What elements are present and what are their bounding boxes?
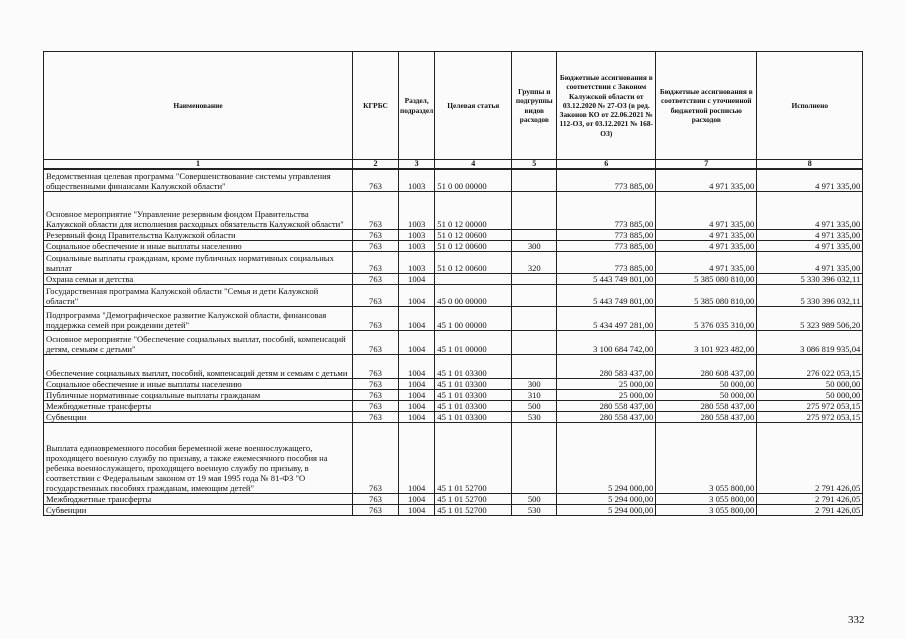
- row-assign-law: 5 294 000,00: [557, 504, 656, 515]
- header-name: Наименование: [44, 52, 353, 160]
- row-section: 1004: [399, 411, 435, 422]
- row-target: 45 0 00 00000: [435, 284, 512, 306]
- row-target: 45 1 01 03300: [435, 400, 512, 411]
- row-executed: 2 791 426,05: [757, 504, 863, 515]
- row-target: 45 1 01 52700: [435, 504, 512, 515]
- row-section: 1003: [399, 191, 435, 229]
- row-kgrbs: 763: [353, 191, 399, 229]
- row-section: 1004: [399, 493, 435, 504]
- row-assign-list: 4 971 335,00: [656, 229, 757, 240]
- row-assign-law: 5 443 749 801,00: [557, 284, 656, 306]
- table-row: [44, 422, 863, 493]
- page-number: 332: [848, 614, 865, 626]
- row-section: 1004: [399, 389, 435, 400]
- row-target: 45 1 00 00000: [435, 306, 512, 330]
- row-assign-list: 4 971 335,00: [656, 169, 757, 191]
- row-executed: 275 972 053,15: [757, 411, 863, 422]
- row-target: 51 0 12 00000: [435, 191, 512, 229]
- table-row: [44, 229, 863, 240]
- row-kgrbs: 763: [353, 284, 399, 306]
- row-executed: 5 330 396 032,11: [757, 273, 863, 284]
- header-section: Раздел, подраздел: [399, 52, 435, 160]
- row-group: [512, 169, 557, 191]
- row-assign-law: 5 434 497 281,00: [557, 306, 656, 330]
- row-kgrbs: 763: [353, 354, 399, 378]
- row-name: Субвенции: [44, 504, 353, 515]
- row-assign-list: 5 385 080 810,00: [656, 284, 757, 306]
- row-kgrbs: 763: [353, 400, 399, 411]
- row-kgrbs: 763: [353, 493, 399, 504]
- row-assign-law: 280 558 437,00: [557, 400, 656, 411]
- row-section: 1004: [399, 273, 435, 284]
- row-target: 51 0 12 00600: [435, 251, 512, 273]
- row-target: 51 0 12 00600: [435, 229, 512, 240]
- row-group: 300: [512, 240, 557, 251]
- row-executed: 4 971 335,00: [757, 240, 863, 251]
- row-target: 45 1 01 03300: [435, 354, 512, 378]
- row-assign-list: 5 376 035 310,00: [656, 306, 757, 330]
- row-name: Резервный фонд Правительства Калужской области: [44, 229, 353, 240]
- row-assign-law: 3 100 684 742,00: [557, 330, 656, 354]
- row-name: Ведомственная целевая программа "Совершенствование системы управления общественными финансами Калужской области": [44, 169, 353, 191]
- row-section: 1004: [399, 354, 435, 378]
- row-assign-list: 3 055 800,00: [656, 422, 757, 493]
- row-executed: 5 323 989 506,20: [757, 306, 863, 330]
- row-target: 45 1 01 52700: [435, 493, 512, 504]
- row-executed: 4 971 335,00: [757, 169, 863, 191]
- table-row: [44, 273, 863, 284]
- row-name: Социальное обеспечение и иные выплаты населению: [44, 240, 353, 251]
- row-group: [512, 354, 557, 378]
- row-section: 1003: [399, 240, 435, 251]
- column-number: 8: [757, 160, 863, 170]
- row-section: 1004: [399, 330, 435, 354]
- table-row: [44, 306, 863, 330]
- table-row: [44, 378, 863, 389]
- row-assign-list: 50 000,00: [656, 389, 757, 400]
- table-row: [44, 169, 863, 191]
- row-target: 45 1 01 03300: [435, 411, 512, 422]
- table-row: [44, 411, 863, 422]
- row-executed: 4 971 335,00: [757, 251, 863, 273]
- row-target: 51 0 00 00000: [435, 169, 512, 191]
- row-executed: 5 330 396 032,11: [757, 284, 863, 306]
- row-name: Социальное обеспечение и иные выплаты населению: [44, 378, 353, 389]
- row-group: 500: [512, 493, 557, 504]
- row-group: [512, 191, 557, 229]
- row-name: Выплата единовременного пособия беременной жене военнослужащего, проходящего военную службу по призыву, а также ежемесячного пособия на ребенка военнослужащего, проходящего военную службу по призыву, в соответствии с Федеральным законом от 19 мая 1995 года № 81-ФЗ "О государственных пособиях гражданам, имеющим детей": [44, 422, 353, 493]
- row-group: 300: [512, 378, 557, 389]
- row-target: 45 1 01 03300: [435, 378, 512, 389]
- column-number-row: [44, 160, 863, 170]
- row-assign-law: 25 000,00: [557, 378, 656, 389]
- row-kgrbs: 763: [353, 306, 399, 330]
- row-executed: 4 971 335,00: [757, 229, 863, 240]
- header-kgrbs: КГРБС: [353, 52, 399, 160]
- row-assign-list: 50 000,00: [656, 378, 757, 389]
- row-kgrbs: 763: [353, 251, 399, 273]
- row-section: 1003: [399, 169, 435, 191]
- row-assign-list: 4 971 335,00: [656, 240, 757, 251]
- table-row: [44, 504, 863, 515]
- table-row: [44, 240, 863, 251]
- budget-table: [43, 51, 863, 516]
- row-section: 1004: [399, 504, 435, 515]
- row-executed: 4 971 335,00: [757, 191, 863, 229]
- row-assign-law: 5 443 749 801,00: [557, 273, 656, 284]
- row-assign-list: 280 558 437,00: [656, 400, 757, 411]
- row-assign-law: 5 294 000,00: [557, 422, 656, 493]
- table-row: [44, 389, 863, 400]
- column-number: 7: [656, 160, 757, 170]
- row-kgrbs: 763: [353, 229, 399, 240]
- row-assign-law: 773 885,00: [557, 229, 656, 240]
- table-row: [44, 191, 863, 229]
- row-name: Основное мероприятие "Управление резервным фондом Правительства Калужской области для исполнения расходных обязательств Калужской области": [44, 191, 353, 229]
- row-name: Подпрограмма "Демографическое развитие Калужской области, финансовая поддержка семей при рождении детей": [44, 306, 353, 330]
- column-number: 1: [44, 160, 353, 170]
- row-target: [435, 273, 512, 284]
- row-assign-law: 773 885,00: [557, 169, 656, 191]
- row-kgrbs: 763: [353, 330, 399, 354]
- row-group: 530: [512, 411, 557, 422]
- row-assign-list: 280 608 437,00: [656, 354, 757, 378]
- row-executed: 3 086 819 935,04: [757, 330, 863, 354]
- row-assign-list: 4 971 335,00: [656, 191, 757, 229]
- row-group: 530: [512, 504, 557, 515]
- header-target: Целевая статья: [435, 52, 512, 160]
- row-group: [512, 330, 557, 354]
- row-section: 1004: [399, 422, 435, 493]
- row-executed: 2 791 426,05: [757, 493, 863, 504]
- row-target: 51 0 12 00600: [435, 240, 512, 251]
- row-kgrbs: 763: [353, 504, 399, 515]
- row-executed: 50 000,00: [757, 389, 863, 400]
- row-assign-list: 4 971 335,00: [656, 251, 757, 273]
- row-group: 310: [512, 389, 557, 400]
- row-section: 1003: [399, 251, 435, 273]
- row-group: [512, 422, 557, 493]
- row-assign-law: 280 583 437,00: [557, 354, 656, 378]
- row-group: [512, 284, 557, 306]
- table-row: [44, 284, 863, 306]
- table-row: [44, 354, 863, 378]
- row-group: 320: [512, 251, 557, 273]
- row-assign-law: 773 885,00: [557, 191, 656, 229]
- row-assign-list: 3 101 923 482,00: [656, 330, 757, 354]
- row-group: [512, 306, 557, 330]
- column-number: 5: [512, 160, 557, 170]
- column-number: 4: [435, 160, 512, 170]
- row-assign-list: 3 055 800,00: [656, 504, 757, 515]
- row-section: 1004: [399, 306, 435, 330]
- table-row: [44, 400, 863, 411]
- row-executed: 50 000,00: [757, 378, 863, 389]
- row-kgrbs: 763: [353, 411, 399, 422]
- row-assign-list: 5 385 080 810,00: [656, 273, 757, 284]
- row-kgrbs: 763: [353, 389, 399, 400]
- row-assign-law: 773 885,00: [557, 240, 656, 251]
- row-executed: 275 972 053,15: [757, 400, 863, 411]
- table-row: [44, 330, 863, 354]
- row-assign-list: 280 558 437,00: [656, 411, 757, 422]
- row-name: Публичные нормативные социальные выплаты гражданам: [44, 389, 353, 400]
- row-section: 1004: [399, 400, 435, 411]
- row-executed: 276 022 053,15: [757, 354, 863, 378]
- row-assign-law: 773 885,00: [557, 251, 656, 273]
- row-target: 45 1 01 00000: [435, 330, 512, 354]
- column-number: 2: [353, 160, 399, 170]
- row-name: Охрана семьи и детства: [44, 273, 353, 284]
- row-name: Социальные выплаты гражданам, кроме публичных нормативных социальных выплат: [44, 251, 353, 273]
- row-target: 45 1 01 52700: [435, 422, 512, 493]
- row-name: Государственная программа Калужской области "Семья и дети Калужской области": [44, 284, 353, 306]
- row-kgrbs: 763: [353, 169, 399, 191]
- table-row: [44, 251, 863, 273]
- row-assign-list: 3 055 800,00: [656, 493, 757, 504]
- row-kgrbs: 763: [353, 273, 399, 284]
- row-name: Субвенции: [44, 411, 353, 422]
- row-kgrbs: 763: [353, 240, 399, 251]
- row-name: Обеспечение социальных выплат, пособий, компенсаций детям и семьям с детьми: [44, 354, 353, 378]
- table-row: [44, 493, 863, 504]
- row-kgrbs: 763: [353, 378, 399, 389]
- row-target: 45 1 01 03300: [435, 389, 512, 400]
- header-row: [44, 52, 863, 160]
- row-section: 1003: [399, 229, 435, 240]
- column-number: 3: [399, 160, 435, 170]
- row-name: Межбюджетные трансферты: [44, 493, 353, 504]
- header-groups: Группы и подгруппы видов расходов: [512, 52, 557, 160]
- column-number: 6: [557, 160, 656, 170]
- row-name: Основное мероприятие "Обеспечение социальных выплат, пособий, компенсаций детям, семьям с детьми": [44, 330, 353, 354]
- row-section: 1004: [399, 284, 435, 306]
- row-executed: 2 791 426,05: [757, 422, 863, 493]
- row-section: 1004: [399, 378, 435, 389]
- header-assign-law: Бюджетные ассигнования в соответствии с Законом Калужской области от 03.12.2020 № 27-ОЗ (в ред. Законов КО от 22.06.2021 № 112-ОЗ, от 03.12.2021 № 168-ОЗ): [557, 52, 656, 160]
- row-group: [512, 273, 557, 284]
- row-group: 500: [512, 400, 557, 411]
- row-name: Межбюджетные трансферты: [44, 400, 353, 411]
- row-kgrbs: 763: [353, 422, 399, 493]
- row-group: [512, 229, 557, 240]
- row-assign-law: 280 558 437,00: [557, 411, 656, 422]
- header-assign-list: Бюджетные ассигнования в соответствии с уточненной бюджетной росписью расходов: [656, 52, 757, 160]
- row-assign-law: 5 294 000,00: [557, 493, 656, 504]
- row-assign-law: 25 000,00: [557, 389, 656, 400]
- header-executed: Исполнено: [757, 52, 863, 160]
